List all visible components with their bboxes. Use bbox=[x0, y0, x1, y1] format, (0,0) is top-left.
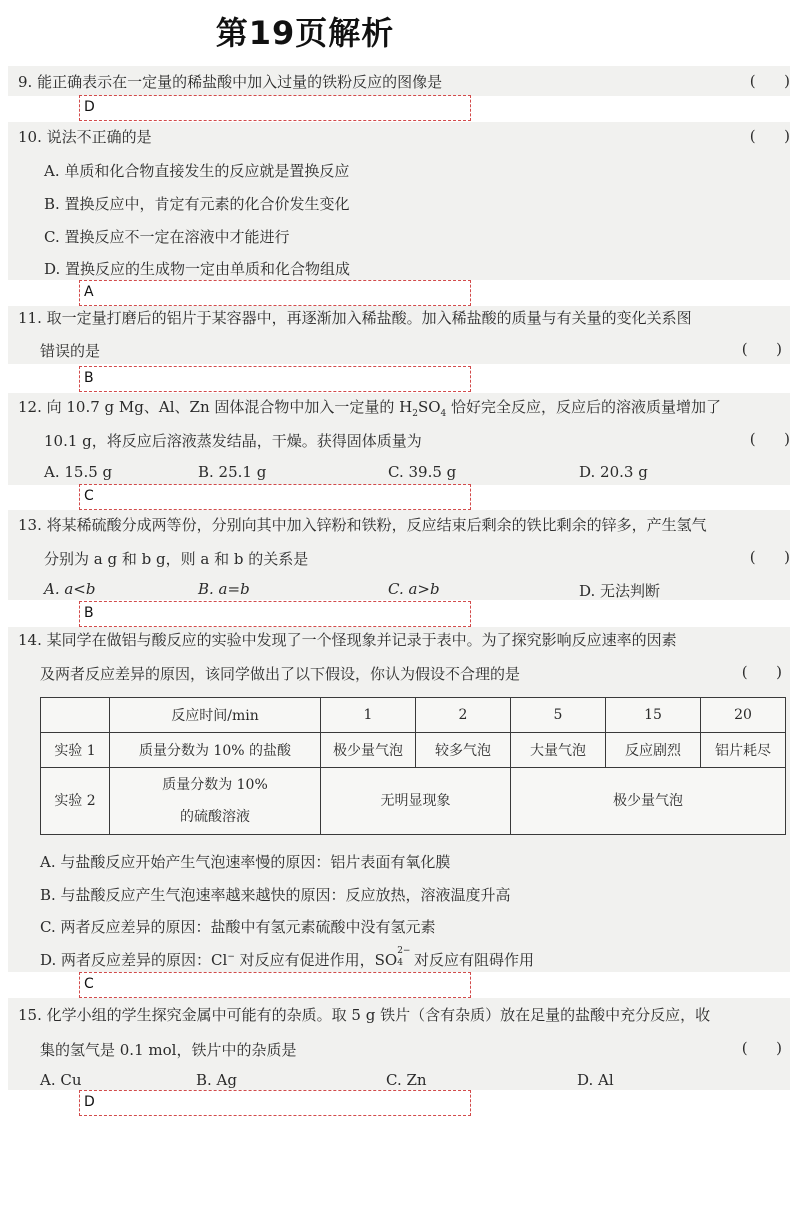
option-d: D. 无法判断 bbox=[579, 582, 661, 600]
reagent-line: 的硫酸溶液 bbox=[180, 809, 250, 825]
option-b: B. Ag bbox=[196, 1071, 237, 1089]
reagent-line: 质量分数为 10% bbox=[162, 777, 268, 793]
option-d bbox=[40, 946, 534, 970]
question-12-text: 12. 向 10.7 g Mg、Al、Zn 固体混合物中加入一定量的 H bbox=[18, 398, 413, 416]
table-row bbox=[41, 733, 786, 768]
subscript: 4 bbox=[440, 409, 447, 419]
option-d: D. 20.3 g bbox=[579, 463, 648, 481]
subscript: 2 bbox=[412, 409, 418, 419]
answer-blank: ( ) bbox=[741, 663, 782, 681]
option-d: D. 置换反应的生成物一定由单质和化合物组成 bbox=[44, 260, 351, 278]
question-11 bbox=[18, 308, 786, 328]
table-cell: 实验 2 bbox=[41, 768, 110, 835]
question-12 bbox=[18, 397, 786, 424]
table-cell: 极少量气泡 bbox=[511, 768, 786, 835]
option-d-text: 对反应有促进作用，SO bbox=[234, 951, 398, 969]
question-12-line2: 10.1 g，将反应后溶液蒸发结晶，干燥。获得固体质量为 bbox=[44, 432, 422, 450]
table-cell: 较多气泡 bbox=[416, 733, 511, 768]
answer-blank: ( ) bbox=[741, 1039, 782, 1057]
option-d-text: 对反应有阻碍作用 bbox=[409, 951, 534, 969]
answer-box-14: C bbox=[79, 972, 471, 998]
option-d-text: D. 两者反应差异的原因：Cl bbox=[40, 951, 228, 969]
option-c: C. 置换反应不一定在溶液中才能进行 bbox=[44, 228, 290, 246]
answer-blank: ( ) bbox=[741, 340, 782, 358]
table-row bbox=[41, 768, 786, 835]
experiment-table bbox=[40, 697, 786, 835]
table-cell: 大量气泡 bbox=[511, 733, 606, 768]
answer-blank: ( ) bbox=[749, 127, 790, 145]
question-12-text: 恰好完全反应，反应后的溶液质量增加了 bbox=[446, 398, 722, 416]
question-9 bbox=[18, 72, 786, 92]
question-11-line1: 11. 取一定量打磨后的铝片于某容器中，再逐渐加入稀盐酸。加入稀盐酸的质量与有关量的变化关系图 bbox=[18, 309, 692, 327]
table-cell: 实验 1 bbox=[41, 733, 110, 768]
option-b: B. 置换反应中，肯定有元素的化合价发生变化 bbox=[44, 195, 350, 213]
option-a: A. Cu bbox=[40, 1071, 82, 1089]
question-14-line2: 及两者反应差异的原因，该同学做出了以下假设，你认为假设不合理的是 bbox=[40, 665, 521, 683]
question-13-line1: 13. 将某稀硫酸分成两等份，分别向其中加入锌粉和铁粉，反应结束后剩余的铁比剩余的锌多，产生氢气 bbox=[18, 516, 707, 534]
question-13-line2: 分别为 a g 和 b g，则 a 和 b 的关系是 bbox=[44, 550, 309, 568]
table-cell: 质量分数为 10% 的盐酸 bbox=[110, 733, 321, 768]
option-a: A. a<b bbox=[44, 580, 96, 598]
option-b: B. 与盐酸反应产生气泡速率越来越快的原因：反应放热，溶液温度升高 bbox=[40, 886, 511, 904]
answer-blank: ( ) bbox=[749, 72, 790, 90]
answer-box-9: D bbox=[79, 95, 471, 121]
answer-blank: ( ) bbox=[749, 548, 790, 566]
question-11-line2: 错误的是 bbox=[40, 342, 101, 360]
table-cell: 1 bbox=[321, 698, 416, 733]
answer-box-13: B bbox=[79, 601, 471, 627]
question-15-line2: 集的氢气是 0.1 mol，铁片中的杂质是 bbox=[40, 1041, 297, 1059]
question-10-text: 10. 说法不正确的是 bbox=[18, 128, 152, 146]
question-9-text: 9. 能正确表示在一定量的稀盐酸中加入过量的铁粉反应的图像是 bbox=[18, 73, 443, 91]
table-cell bbox=[110, 768, 321, 835]
table-cell: 极少量气泡 bbox=[321, 733, 416, 768]
option-c: C. Zn bbox=[386, 1071, 427, 1089]
answer-box-10: A bbox=[79, 280, 471, 306]
page-title: 第19页解析 bbox=[215, 14, 395, 52]
table-cell: 20 bbox=[701, 698, 786, 733]
option-b: B. a=b bbox=[198, 580, 250, 598]
question-14 bbox=[18, 630, 786, 650]
table-cell: 反应剧烈 bbox=[606, 733, 701, 768]
option-b: B. 25.1 g bbox=[198, 463, 267, 481]
table-cell: 反应时间/min bbox=[110, 698, 321, 733]
superscript: − bbox=[227, 952, 235, 962]
answer-box-15: D bbox=[79, 1090, 471, 1116]
table-cell: 无明显现象 bbox=[321, 768, 511, 835]
question-15 bbox=[18, 1005, 786, 1025]
question-13 bbox=[18, 515, 786, 535]
ion-charge bbox=[397, 946, 411, 970]
option-d: D. Al bbox=[577, 1071, 614, 1089]
superscript: 2− bbox=[397, 946, 411, 956]
question-15-line1: 15. 化学小组的学生探究金属中可能有的杂质。取 5 g 铁片（含有杂质）放在足量的盐酸中充分反应，收 bbox=[18, 1006, 711, 1024]
option-a: A. 单质和化合物直接发生的反应就是置换反应 bbox=[44, 162, 350, 180]
table-header-row bbox=[41, 698, 786, 733]
question-10 bbox=[18, 127, 786, 147]
subscript: 4 bbox=[397, 958, 403, 968]
option-c: C. 两者反应差异的原因：盐酸中有氢元素硫酸中没有氢元素 bbox=[40, 918, 436, 936]
question-12-text: SO bbox=[417, 398, 441, 416]
answer-blank: ( ) bbox=[749, 430, 790, 448]
answer-box-11: B bbox=[79, 366, 471, 392]
table-cell bbox=[41, 698, 110, 733]
option-a: A. 15.5 g bbox=[44, 463, 113, 481]
answer-box-12: C bbox=[79, 484, 471, 510]
table-cell: 铝片耗尽 bbox=[701, 733, 786, 768]
question-14-line1: 14. 某同学在做铝与酸反应的实验中发现了一个怪现象并记录于表中。为了探究影响反应速率的因素 bbox=[18, 631, 677, 649]
option-c: C. a>b bbox=[388, 580, 440, 598]
table-cell: 15 bbox=[606, 698, 701, 733]
table-cell: 2 bbox=[416, 698, 511, 733]
option-a: A. 与盐酸反应开始产生气泡速率慢的原因：铝片表面有氧化膜 bbox=[40, 853, 451, 871]
table-cell: 5 bbox=[511, 698, 606, 733]
option-c: C. 39.5 g bbox=[388, 463, 457, 481]
